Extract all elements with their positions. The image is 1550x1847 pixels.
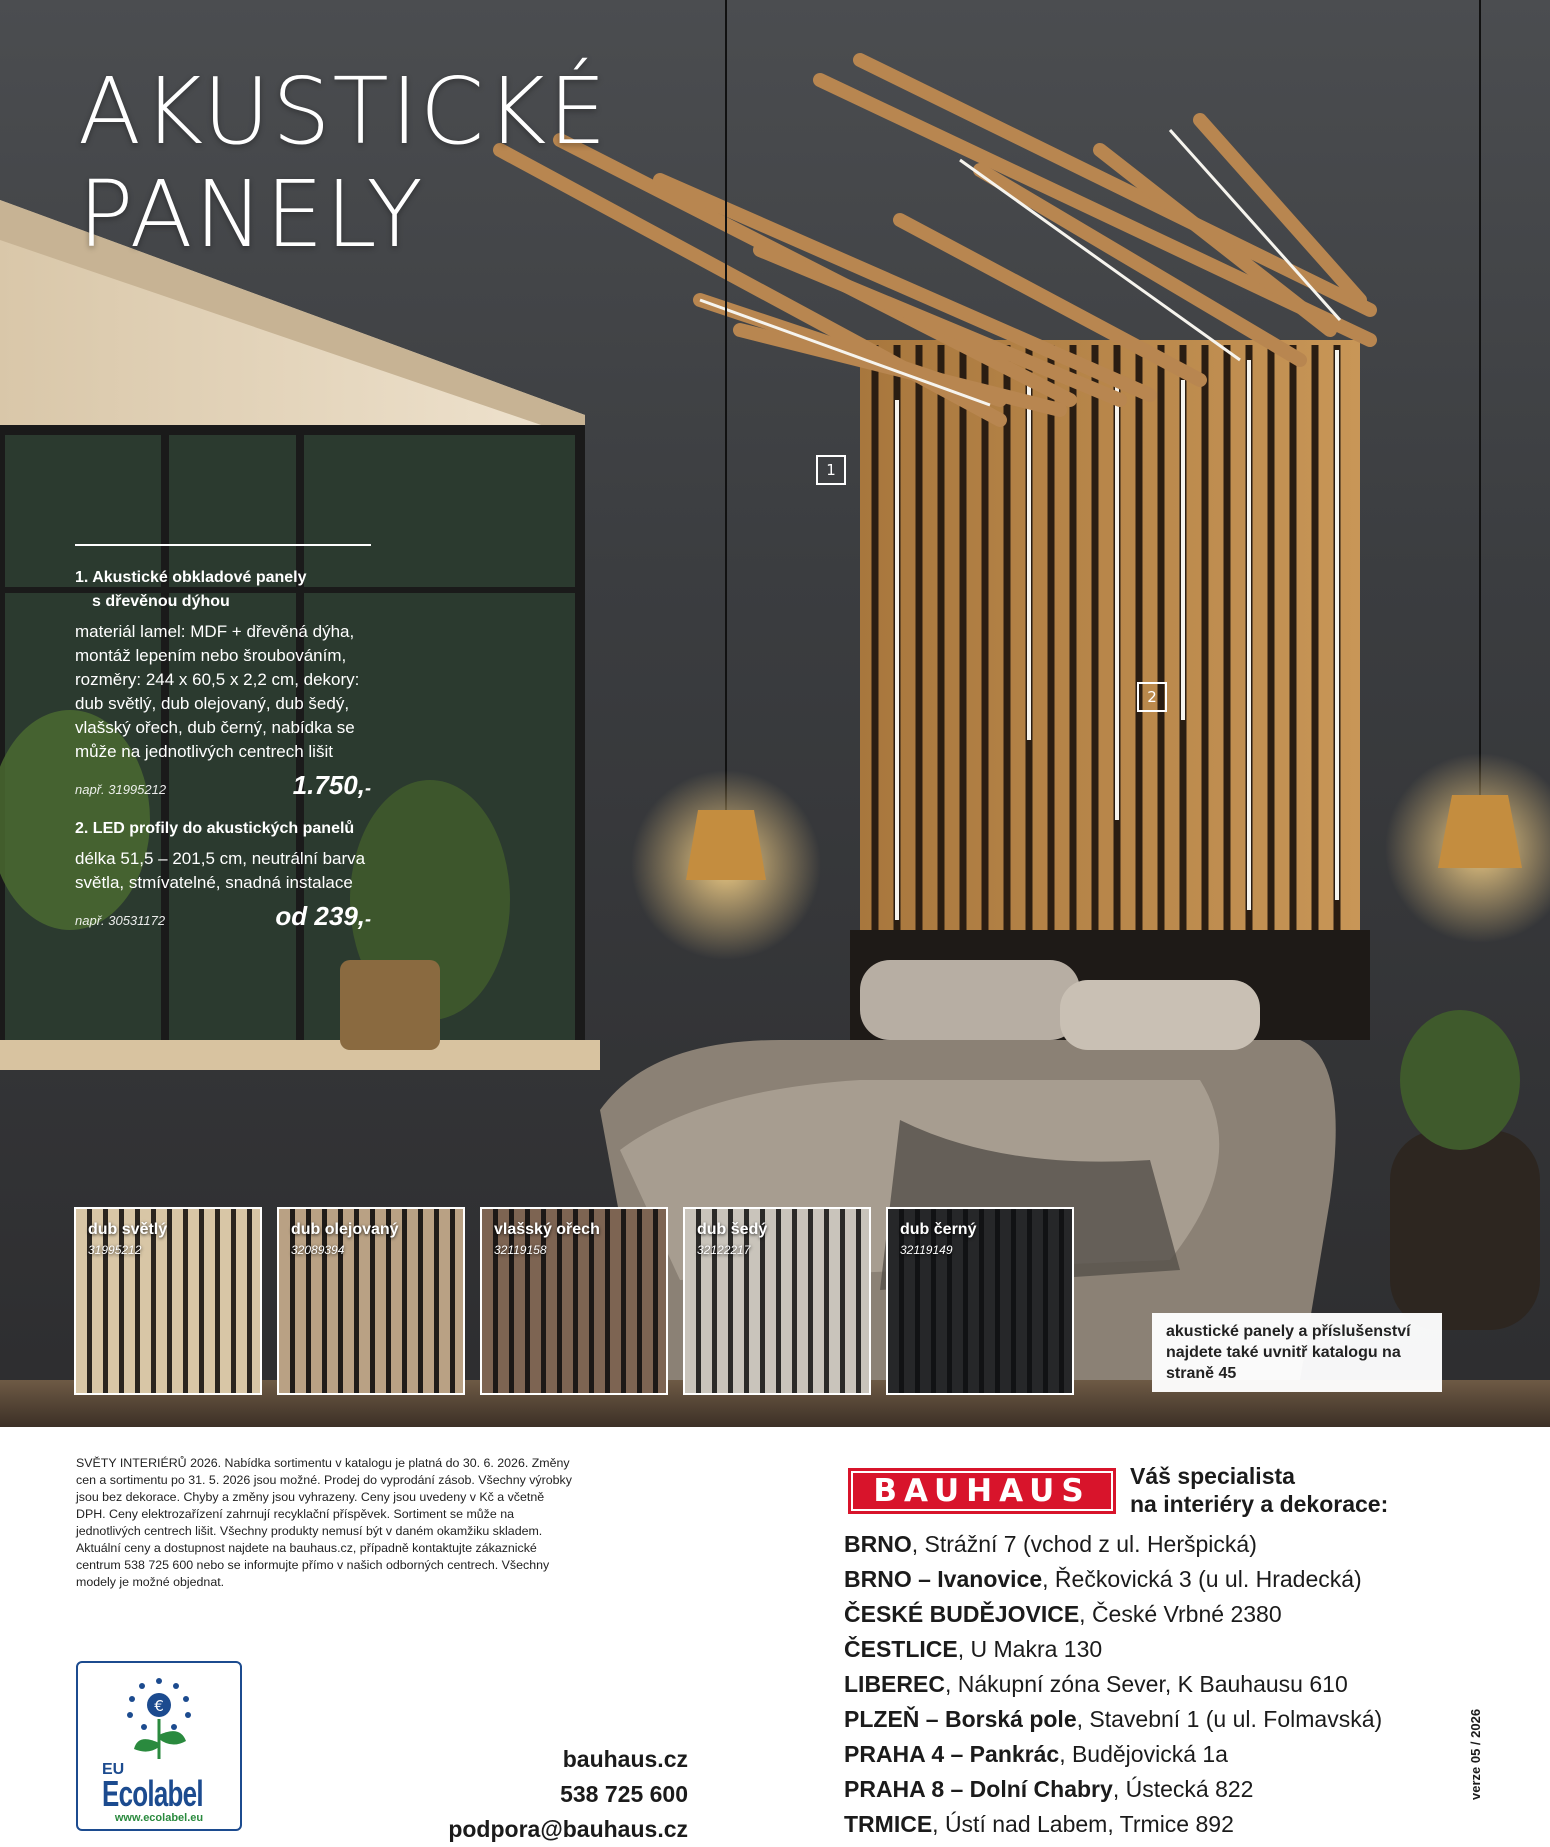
- store-item: [844, 1667, 1382, 1702]
- product-2-code: např. 30531172: [75, 913, 166, 928]
- product-1-price-row: [75, 770, 371, 801]
- store-address: , České Vrbné 2380: [1079, 1601, 1282, 1627]
- product-2-title: 2. LED profily do akustických panelů: [75, 820, 355, 837]
- callout-2: 2: [1137, 682, 1167, 712]
- fine-print: SVĚTY INTERIÉRŮ 2026. Nabídka sortimentu v katalogu je platná do 30. 6. 2026. Změny cen a sortimentu po 31. 5. 2026 jsou možné. Prodej do vyprodání zásob. Všechny výrobky jsou bez dekorace. Chyby a změny jsou vyhrazeny. Ceny jsou uvedeny v Kč a včetně DPH. Ceny elektrozařízení zahrnují recyklační příspěvek. Sortiment se může na jednotlivých centrech lišit. Všechny produkty nemusí být v daném okamžiku skladem. Aktuální ceny a dostupnost najdete na bauhaus.cz, případně kontaktujte zákaznické centrum 538 725 600 nebo se informujte přímo v našich odborných centrech. Všechny modely je možné objednat.: [76, 1456, 572, 1589]
- product-1-price-suffix: -: [365, 778, 371, 798]
- store-city: PLZEŇ – Borská pole: [844, 1706, 1077, 1732]
- ecolabel-eu: EU: [102, 1761, 125, 1778]
- store-address: , Nákupní zóna Sever, K Bauhausu 610: [944, 1671, 1348, 1697]
- pillow: [860, 960, 1080, 1040]
- store-city: BRNO: [844, 1531, 912, 1557]
- bauhaus-logo: BAUHAUS: [848, 1468, 1116, 1514]
- eu-ecolabel-logo: [76, 1661, 242, 1831]
- product-info-box: [75, 544, 371, 932]
- swatch-name: dub světlý: [88, 1221, 168, 1238]
- store-city: PRAHA 4 – Pankrác: [844, 1741, 1060, 1767]
- store-city: LIBEREC: [844, 1671, 945, 1697]
- ecolabel-flower-icon: [78, 1663, 240, 1763]
- catalog-reference-note: akustické panely a příslušenství najdete také uvnitř katalogu na straně 45: [1152, 1313, 1442, 1392]
- store-address: , Ústí nad Labem, Trmice 892: [932, 1811, 1234, 1837]
- store-item: [844, 1527, 1382, 1562]
- swatch-name: vlašský ořech: [494, 1221, 600, 1238]
- brand-tagline: [1130, 1462, 1388, 1518]
- swatch-code: 32119158: [494, 1243, 547, 1257]
- version-label: verze 05 / 2026: [1468, 1708, 1483, 1800]
- pendant-lamp-left: [686, 810, 766, 880]
- swatch-vlassky-orech: [480, 1207, 668, 1395]
- store-item: [844, 1772, 1382, 1807]
- product-1-title-line2: s dřevěnou dýhou: [92, 593, 230, 610]
- tagline-line-2: na interiéry a dekorace:: [1130, 1491, 1389, 1517]
- swatch-code: 31995212: [88, 1243, 142, 1257]
- swatch-name: dub černý: [900, 1221, 977, 1238]
- swatch-code: 32119149: [900, 1243, 953, 1257]
- store-address: , Budějovická 1a: [1059, 1741, 1228, 1767]
- product-1-description: materiál lamel: MDF + dřevěná dýha, montáž lepením nebo šroubováním, rozměry: 244 x 60,5 x 2,2 cm, dekory: dub světlý, dub olejovaný, dub šedý, vlašský ořech, dub černý, nabídka se může na jednotlivých centrech lišit: [75, 622, 360, 761]
- contact-web[interactable]: bauhaus.cz: [562, 1746, 688, 1772]
- store-city: TRMICE: [844, 1811, 933, 1837]
- info-divider: [75, 544, 371, 546]
- swatch-code: 32089394: [291, 1243, 345, 1257]
- page-title: [78, 60, 609, 266]
- contact-block: [440, 1742, 688, 1847]
- callout-1: 1: [816, 455, 846, 485]
- store-item: [844, 1737, 1382, 1772]
- store-address: , Strážní 7 (vchod z ul. Heršpická): [911, 1531, 1257, 1557]
- store-address: , Stavební 1 (u ul. Folmavská): [1076, 1706, 1383, 1732]
- product-2-description: délka 51,5 – 201,5 cm, neutrální barva světla, stmívatelné, snadná instalace: [75, 849, 366, 892]
- store-item: [844, 1597, 1382, 1632]
- title-line-1: AKUSTICKÉ: [78, 58, 609, 165]
- swatch-code: 32122217: [697, 1243, 751, 1257]
- product-1-price-value: 1.750,: [292, 770, 365, 800]
- store-address: , Řečkovická 3 (u ul. Hradecká): [1042, 1566, 1362, 1592]
- product-2-price-row: [75, 901, 371, 932]
- store-list: [844, 1527, 1382, 1842]
- swatch-dub-sedy: [683, 1207, 871, 1395]
- svg-text:€: €: [154, 1697, 164, 1715]
- store-item: [844, 1562, 1382, 1597]
- store-city: BRNO – Ivanovice: [844, 1566, 1043, 1592]
- product-1-code: např. 31995212: [75, 782, 167, 797]
- decor-swatches: [74, 1207, 1074, 1395]
- store-city: ČESKÉ BUDĚJOVICE: [844, 1601, 1080, 1627]
- product-1-title: [75, 566, 371, 614]
- product-1-price: [293, 770, 371, 801]
- store-item: [844, 1702, 1382, 1737]
- store-item: [844, 1632, 1382, 1667]
- swatch-dub-olejovany: [277, 1207, 465, 1395]
- store-address: , Ústecká 822: [1112, 1776, 1254, 1802]
- ecolabel-name: Ecolabel: [102, 1773, 203, 1814]
- title-line-2: PANELY: [78, 161, 425, 268]
- store-city: PRAHA 8 – Dolní Chabry: [844, 1776, 1113, 1802]
- store-address: , U Makra 130: [957, 1636, 1103, 1662]
- acoustic-panel-wall: [860, 340, 1360, 960]
- product-2-price-suffix: -: [365, 909, 371, 929]
- tagline-line-1: Váš specialista: [1130, 1463, 1295, 1489]
- swatch-dub-cerny: [886, 1207, 1074, 1395]
- product-2-price-value: od 239,: [275, 901, 365, 931]
- ecolabel-url: www.ecolabel.eu: [114, 1812, 204, 1824]
- product-1-title-line1: 1. Akustické obkladové panely: [75, 569, 307, 586]
- swatch-dub-svetly: [74, 1207, 262, 1395]
- product-2-price: [275, 901, 371, 932]
- pendant-lamp-right: [1438, 795, 1522, 868]
- swatch-name: dub šedý: [697, 1221, 768, 1238]
- contact-email[interactable]: podpora@bauhaus.cz: [448, 1816, 688, 1842]
- contact-phone[interactable]: 538 725 600: [560, 1781, 688, 1807]
- nightstand: [1390, 1130, 1540, 1330]
- swatch-name: dub olejovaný: [291, 1221, 399, 1238]
- store-city: ČESTLICE: [844, 1636, 958, 1662]
